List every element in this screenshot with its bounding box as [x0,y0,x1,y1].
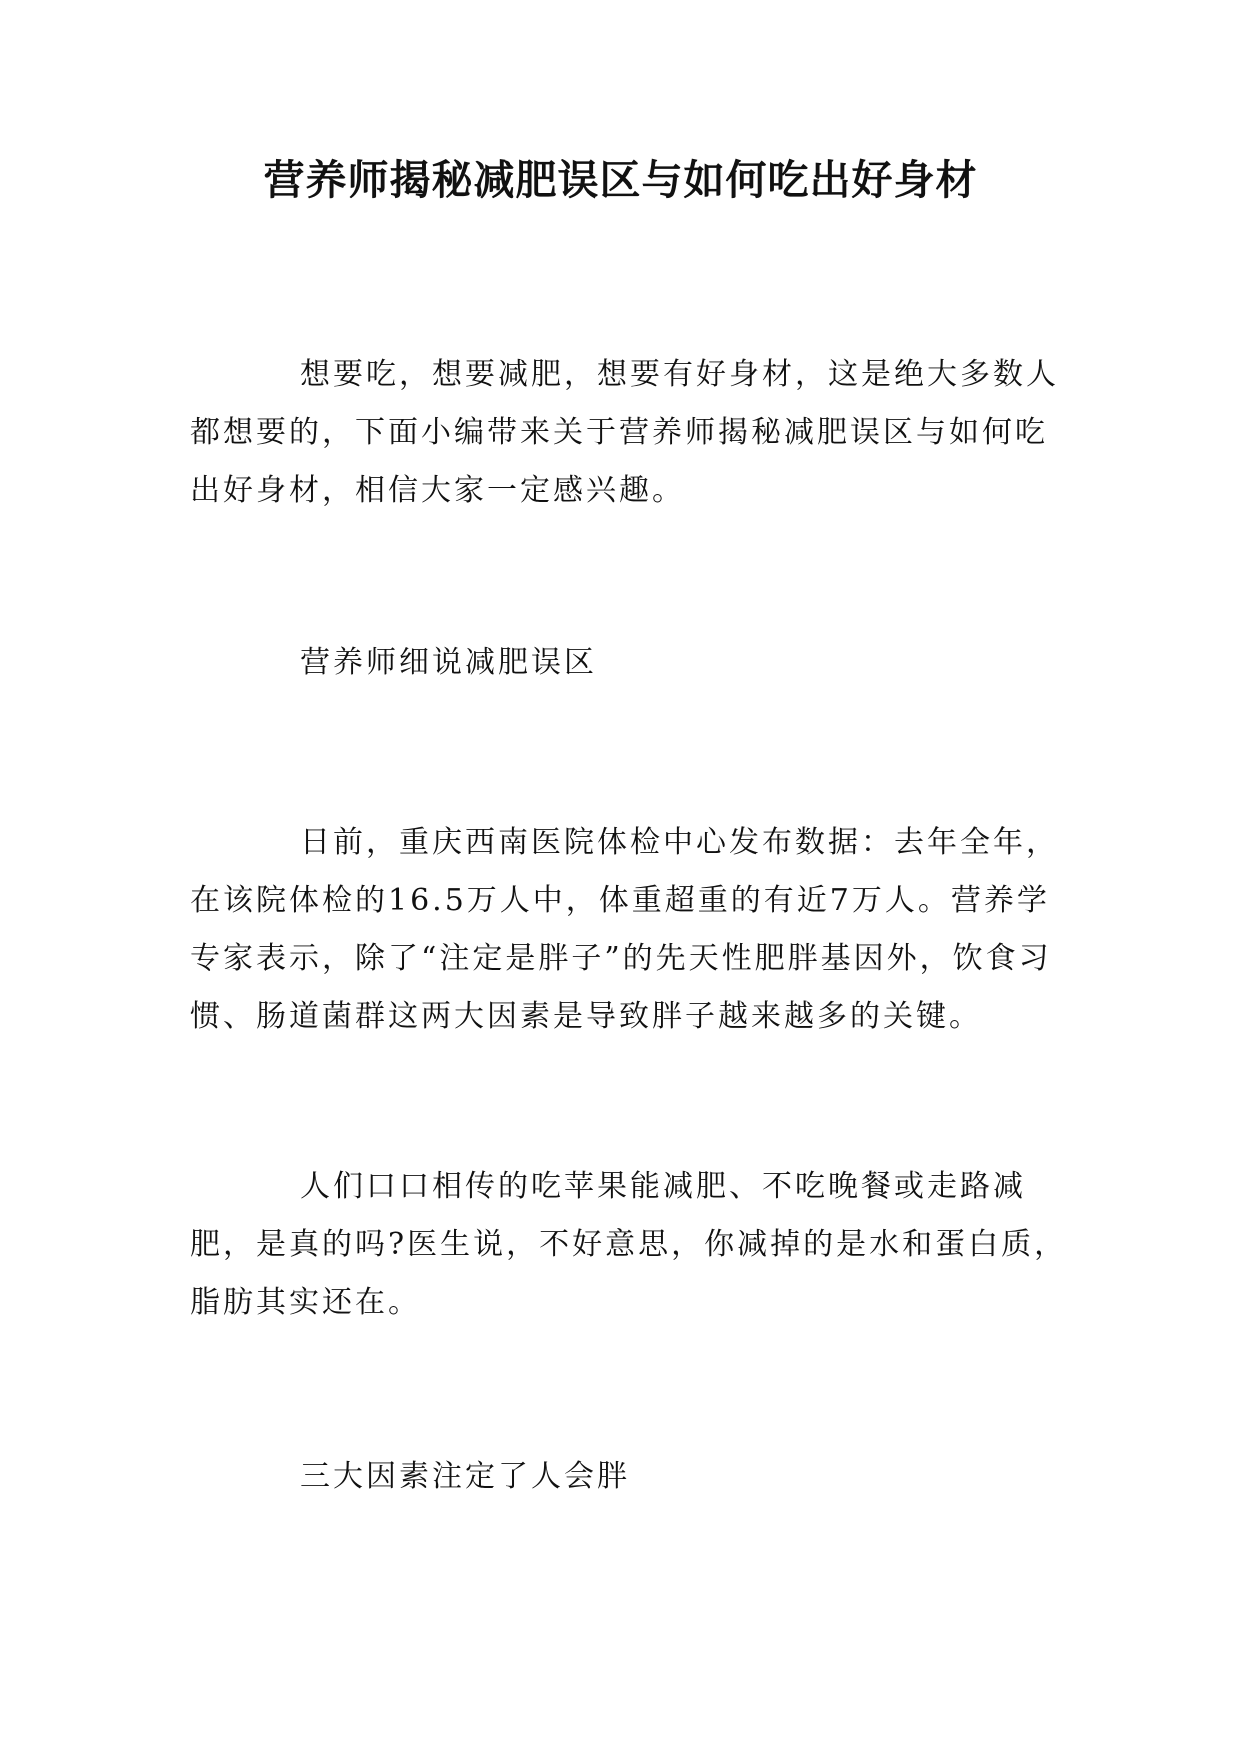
section-heading-diet-myths: 营养师细说减肥误区 [300,645,597,680]
myth-paragraph: 人们口口相传的吃苹果能减肥、不吃晚餐或走路减肥，是真的吗?医生说，不好意思，你减掉的是水和蛋白质，脂肪其实还在。 [190,1169,1068,1320]
document-title: 营养师揭秘减肥误区与如何吃出好身材 [263,156,978,204]
section-heading-three-factors: 三大因素注定了人会胖 [300,1459,630,1494]
statistics-paragraph: 日前，重庆西南医院体检中心发布数据：去年全年，在该院体检的16.5万人中，体重超重的有近7万人。营养学专家表示，除了“注定是胖子”的先天性肥胖基因外，饮食习惯、肠道菌群这两大因素是导致胖子越来越多的关键。 [190,825,1059,1034]
intro-paragraph: 想要吃，想要减肥，想要有好身材，这是绝大多数人都想要的，下面小编带来关于营养师揭秘减肥误区与如何吃出好身材，相信大家一定感兴趣。 [190,357,1059,508]
